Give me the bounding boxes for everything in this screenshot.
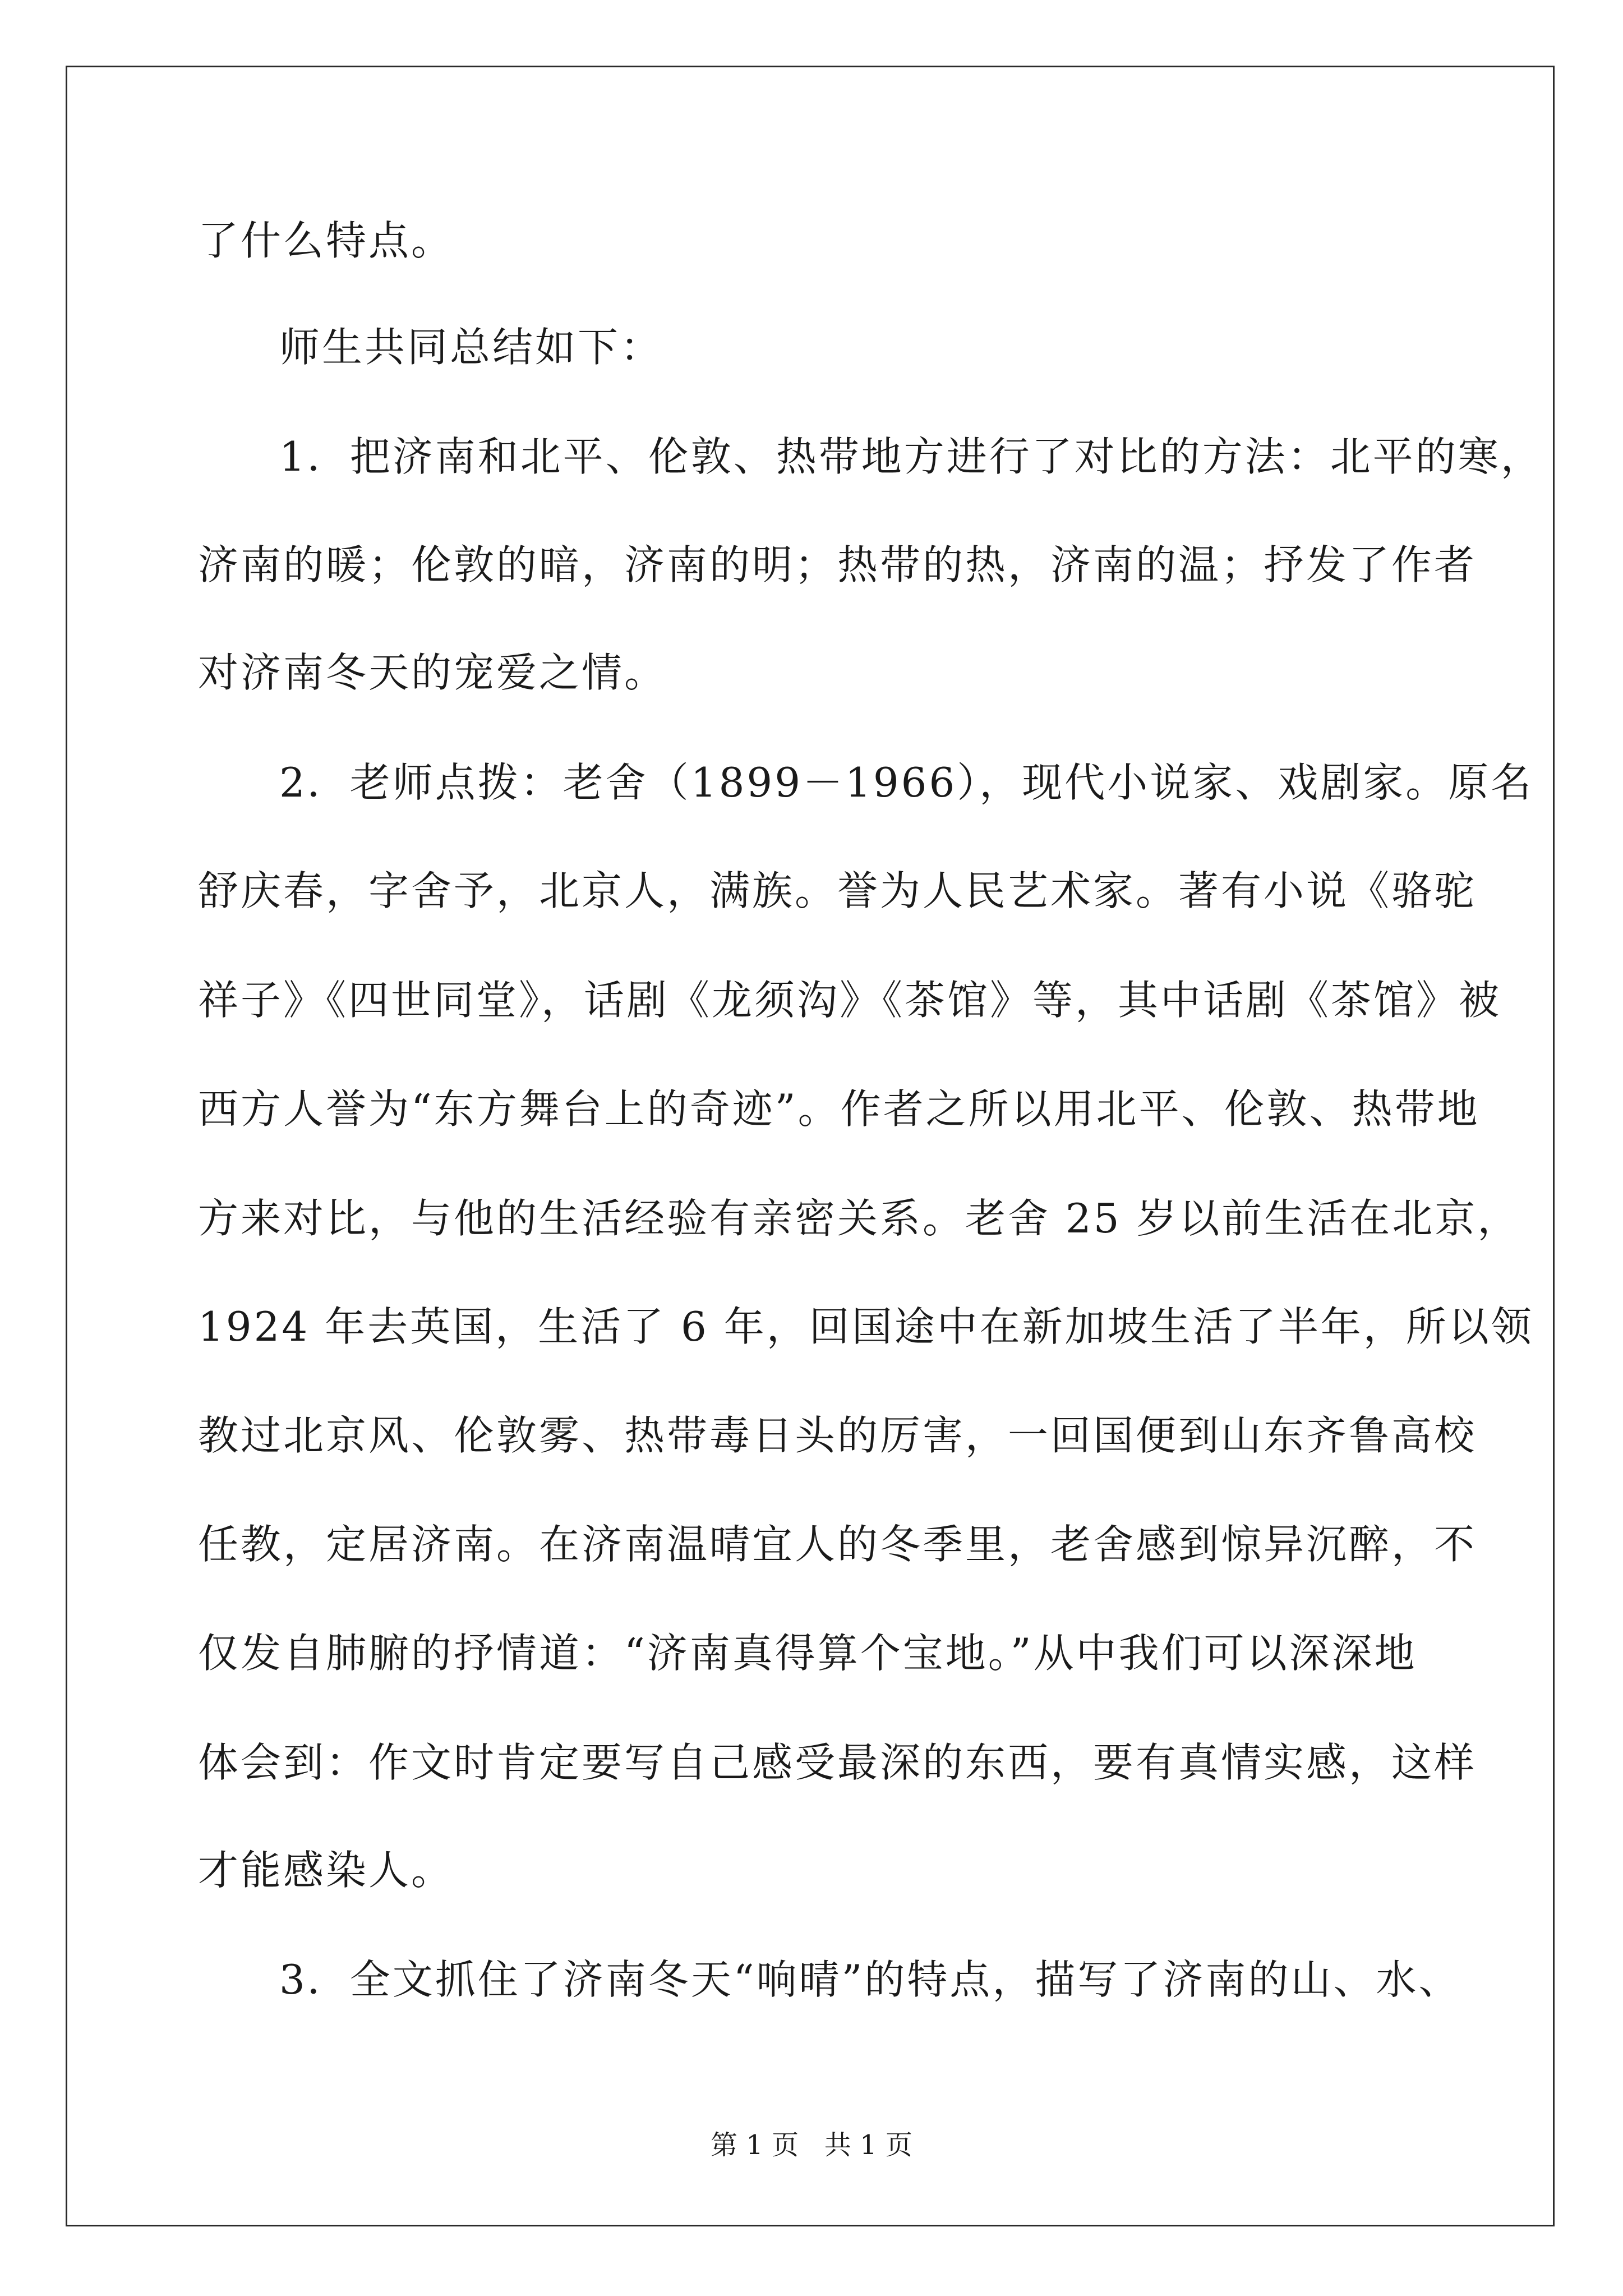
page-footer: 第 1 页 共 1 页 — [711, 2129, 912, 2161]
text-line: 1924 年去英国，生活了 6 年，回国途中在新加坡生活了半年，所以领 — [198, 1303, 1534, 1350]
text-line: 西方人誉为“东方舞台上的奇迹”。作者之所以用北平、伦敦、热带地 — [198, 1085, 1480, 1133]
text-line: 体会到：作文时肯定要写自己感受最深的东西，要有真情实感，这样 — [198, 1739, 1477, 1786]
paragraph-first-line: 师生共同总结如下： — [279, 324, 663, 371]
paragraph-first-line: 1．把济南和北平、伦敦、热带地方进行了对比的方法：北平的寒， — [279, 433, 1543, 480]
text-line: 任教，定居济南。在济南温晴宜人的冬季里，老舍感到惊异沉醉，不 — [198, 1521, 1477, 1568]
text-line: 方来对比，与他的生活经验有亲密关系。老舍 25 岁以前生活在北京， — [198, 1195, 1520, 1242]
text-line: 祥子》《四世同堂》，话剧《龙须沟》《茶馆》等，其中话剧《茶馆》被 — [198, 977, 1502, 1024]
text-line: 才能感染人。 — [198, 1847, 454, 1894]
page-border — [66, 66, 1555, 2226]
text-line: 济南的暖；伦敦的暗，济南的明；热带的热，济南的温；抒发了作者 — [198, 541, 1477, 588]
text-line: 舒庆春，字舍予，北京人，满族。誉为人民艺术家。著有小说《骆驼 — [198, 867, 1477, 914]
paragraph-first-line: 2．老师点拨：老舍（1899－1966），现代小说家、戏剧家。原名 — [279, 759, 1534, 806]
text-line: 对济南冬天的宠爱之情。 — [198, 649, 667, 696]
paragraph-first-line: 3．全文抓住了济南冬天“响晴”的特点，描写了济南的山、水、 — [279, 1956, 1461, 2003]
text-line: 教过北京风、伦敦雾、热带毒日头的厉害，一回国便到山东齐鲁高校 — [198, 1412, 1477, 1459]
text-line: 仅发自肺腑的抒情道：“济南真得算个宝地。”从中我们可以深深地 — [198, 1630, 1417, 1677]
text-line: 了什么特点。 — [198, 217, 454, 264]
